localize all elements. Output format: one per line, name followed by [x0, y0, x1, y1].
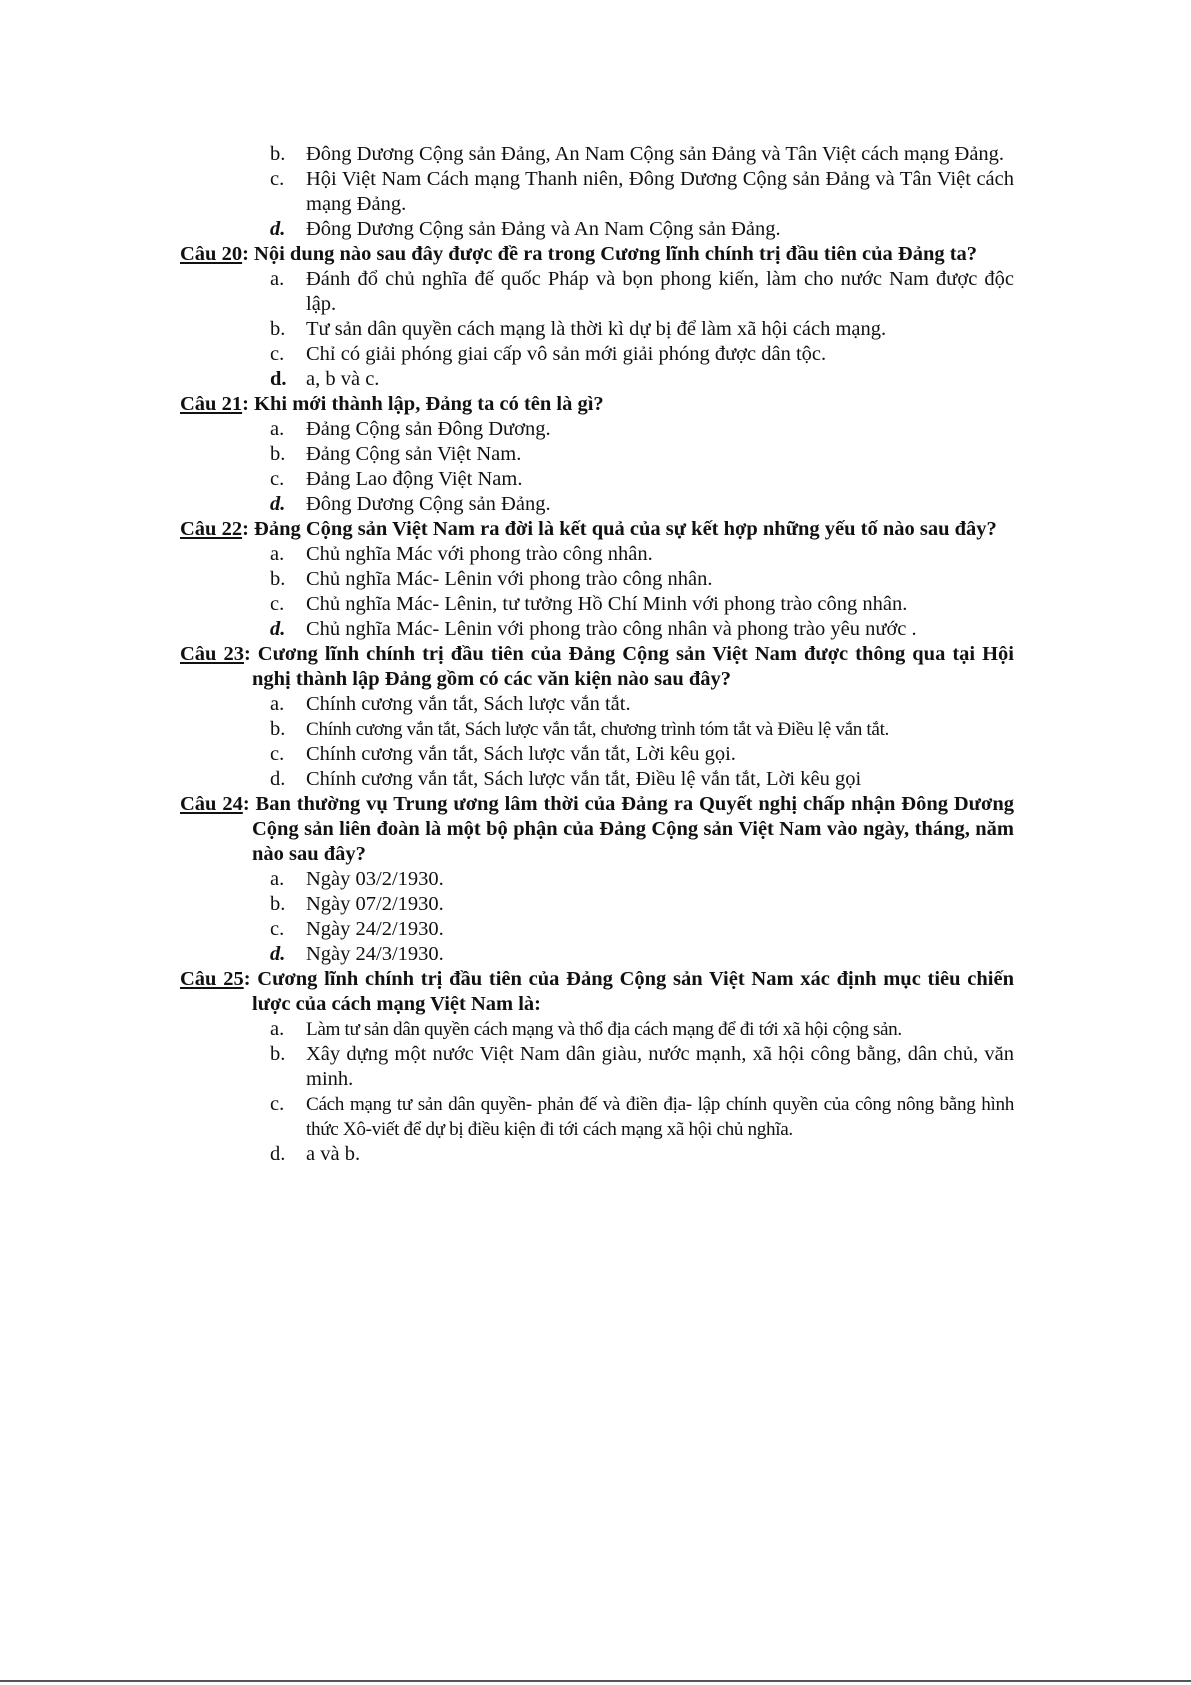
option-letter: c. — [270, 918, 285, 940]
answer-option — [180, 942, 1014, 967]
option-text: Đánh đổ chủ nghĩa đế quốc Pháp và bọn phong kiến, làm cho nước Nam được độc lập. — [306, 268, 1014, 315]
option-text: Chính cương vắn tắt, Sách lược vắn tắt, Lời kêu gọi. — [306, 743, 736, 765]
option-letter: b. — [270, 568, 286, 590]
option-text: Chính cương vắn tắt, Sách lược vắn tắt, chương trình tóm tắt và Điều lệ vắn tắt. — [306, 719, 890, 740]
option-letter: a. — [270, 1018, 285, 1040]
question-block — [180, 967, 1014, 1167]
option-text: Cách mạng tư sản dân quyền- phản đế và điền địa- lập chính quyền của công nông bằng hình thức Xô-viết để dự bị điều kiện đi tới cách mạng xã hội chủ nghĩa. — [306, 1094, 1014, 1140]
option-letter: c. — [270, 343, 285, 365]
answer-option — [180, 1017, 1014, 1042]
option-letter: b. — [270, 1043, 286, 1065]
option-letter: a. — [270, 418, 285, 440]
answer-options — [180, 417, 1014, 517]
answer-option — [180, 442, 1014, 467]
answer-option — [180, 692, 1014, 717]
answer-options — [180, 692, 1014, 792]
answer-option — [180, 542, 1014, 567]
answer-options — [180, 267, 1014, 392]
question-text: : Nội dung nào sau đây được đề ra trong Cương lĩnh chính trị đầu tiên của Đảng ta? — [242, 243, 978, 265]
option-letter: b. — [270, 718, 286, 740]
option-text: a và b. — [306, 1143, 361, 1165]
option-text: Đảng Cộng sản Việt Nam. — [306, 443, 522, 465]
option-letter: d. — [270, 368, 287, 390]
option-letter: b. — [270, 893, 286, 915]
question-number: Câu 25 — [180, 968, 244, 990]
question-content — [180, 142, 1014, 1167]
answer-option — [180, 1142, 1014, 1167]
option-text: Chính cương vắn tắt, Sách lược vắn tắt. — [306, 693, 631, 715]
option-letter: b. — [270, 443, 286, 465]
option-letter: d. — [270, 1143, 286, 1165]
question-number: Câu 22 — [180, 518, 243, 540]
option-letter: a. — [270, 868, 285, 890]
option-text: Chính cương vắn tắt, Sách lược vắn tắt, Điều lệ vắn tắt, Lời kêu gọi — [306, 768, 862, 790]
question-title — [180, 392, 1014, 417]
question-text: : Đảng Cộng sản Việt Nam ra đời là kết quả của sự kết hợp những yếu tố nào sau đây? — [242, 518, 997, 540]
option-text: Đông Dương Cộng sản Đảng và An Nam Cộng sản Đảng. — [306, 218, 781, 240]
answer-option — [180, 367, 1014, 392]
answer-option — [180, 617, 1014, 642]
option-letter: d. — [270, 943, 286, 965]
question-text: : Cương lĩnh chính trị đầu tiên của Đảng Cộng sản Việt Nam xác định mục tiêu chiến lược của cách mạng Việt Nam là: — [243, 968, 1014, 1015]
option-letter: c. — [270, 1093, 285, 1115]
option-letter: d. — [270, 618, 286, 640]
question-title — [180, 967, 1014, 1017]
option-text: Chủ nghĩa Mác với phong trào công nhân. — [306, 543, 653, 565]
option-letter: a. — [270, 268, 285, 290]
option-letter: a. — [270, 693, 285, 715]
answer-options — [180, 1017, 1014, 1167]
answer-option — [180, 342, 1014, 367]
option-text: Ngày 03/2/1930. — [306, 868, 444, 890]
answer-option — [180, 167, 1014, 217]
option-letter: b. — [270, 318, 286, 340]
question-title — [180, 517, 1014, 542]
answer-option — [180, 742, 1014, 767]
option-text: Ngày 24/3/1930. — [306, 943, 444, 965]
answer-option — [180, 592, 1014, 617]
question-block — [180, 242, 1014, 392]
answer-option — [180, 867, 1014, 892]
option-letter: c. — [270, 593, 285, 615]
question-text: : Khi mới thành lập, Đảng ta có tên là gì? — [242, 393, 604, 415]
option-letter: d. — [270, 493, 286, 515]
question-block — [180, 642, 1014, 792]
answer-option — [180, 917, 1014, 942]
option-text: Xây dựng một nước Việt Nam dân giàu, nước mạnh, xã hội công bằng, dân chủ, văn minh. — [306, 1043, 1014, 1090]
answer-option — [180, 467, 1014, 492]
question-number: Câu 21 — [180, 393, 243, 415]
option-text: Tư sản dân quyền cách mạng là thời kì dự bị để làm xã hội cách mạng. — [306, 318, 887, 340]
option-text: Ngày 24/2/1930. — [306, 918, 444, 940]
option-text: Đông Dương Cộng sản Đảng. — [306, 493, 551, 515]
option-letter: d. — [270, 768, 286, 790]
option-text: Ngày 07/2/1930. — [306, 893, 444, 915]
option-letter: a. — [270, 543, 285, 565]
answer-option — [180, 717, 1014, 742]
option-letter: b. — [270, 143, 286, 165]
answer-option — [180, 317, 1014, 342]
question-title — [180, 642, 1014, 692]
answer-option — [180, 892, 1014, 917]
option-text: Đảng Lao động Việt Nam. — [306, 468, 523, 490]
option-text: Chủ nghĩa Mác- Lênin, tư tưởng Hồ Chí Minh với phong trào công nhân. — [306, 593, 908, 615]
answer-option — [180, 567, 1014, 592]
option-letter: d. — [270, 218, 286, 240]
question-block — [180, 792, 1014, 967]
question-block — [180, 392, 1014, 517]
answer-option — [180, 767, 1014, 792]
answer-option — [180, 492, 1014, 517]
option-text: Chỉ có giải phóng giai cấp vô sản mới giải phóng được dân tộc. — [306, 343, 827, 365]
answer-option — [180, 1042, 1014, 1092]
option-text: a, b và c. — [306, 368, 380, 390]
question-text: : Ban thường vụ Trung ương lâm thời của Đảng ra Quyết nghị chấp nhận Đông Dương Cộng sản liên đoàn là một bộ phận của Đảng Cộng sản Việt Nam vào ngày, tháng, năm nào sau đây? — [242, 793, 1014, 865]
page-bottom-rule — [0, 1680, 1191, 1682]
option-text: Chủ nghĩa Mác- Lênin với phong trào công nhân và phong trào yêu nước . — [306, 618, 917, 640]
option-text: Đảng Cộng sản Đông Dương. — [306, 418, 551, 440]
option-letter: c. — [270, 168, 285, 190]
question-block — [180, 517, 1014, 642]
answer-option — [180, 217, 1014, 242]
answer-option — [180, 142, 1014, 167]
question-list — [180, 242, 1014, 1167]
answer-option — [180, 267, 1014, 317]
option-text: Hội Việt Nam Cách mạng Thanh niên, Đông Dương Cộng sản Đảng và Tân Việt cách mạng Đảng. — [306, 168, 1014, 215]
question-text: : Cương lĩnh chính trị đầu tiên của Đảng Cộng sản Việt Nam được thông qua tại Hội nghị thành lập Đảng gồm có các văn kiện nào sau đây? — [243, 643, 1014, 690]
answer-option — [180, 417, 1014, 442]
option-text: Làm tư sản dân quyền cách mạng và thổ địa cách mạng để đi tới xã hội cộng sản. — [306, 1019, 902, 1040]
continued-options — [180, 142, 1014, 242]
question-number: Câu 20 — [180, 243, 243, 265]
option-text: Chủ nghĩa Mác- Lênin với phong trào công nhân. — [306, 568, 713, 590]
question-number: Câu 24 — [180, 793, 243, 815]
question-number: Câu 23 — [180, 643, 244, 665]
answer-options — [180, 867, 1014, 967]
question-title — [180, 242, 1014, 267]
answer-options — [180, 542, 1014, 642]
option-text: Đông Dương Cộng sản Đảng, An Nam Cộng sản Đảng và Tân Việt cách mạng Đảng. — [306, 143, 1005, 165]
question-title — [180, 792, 1014, 867]
option-letter: c. — [270, 743, 285, 765]
answer-option — [180, 1092, 1014, 1142]
option-letter: c. — [270, 468, 285, 490]
